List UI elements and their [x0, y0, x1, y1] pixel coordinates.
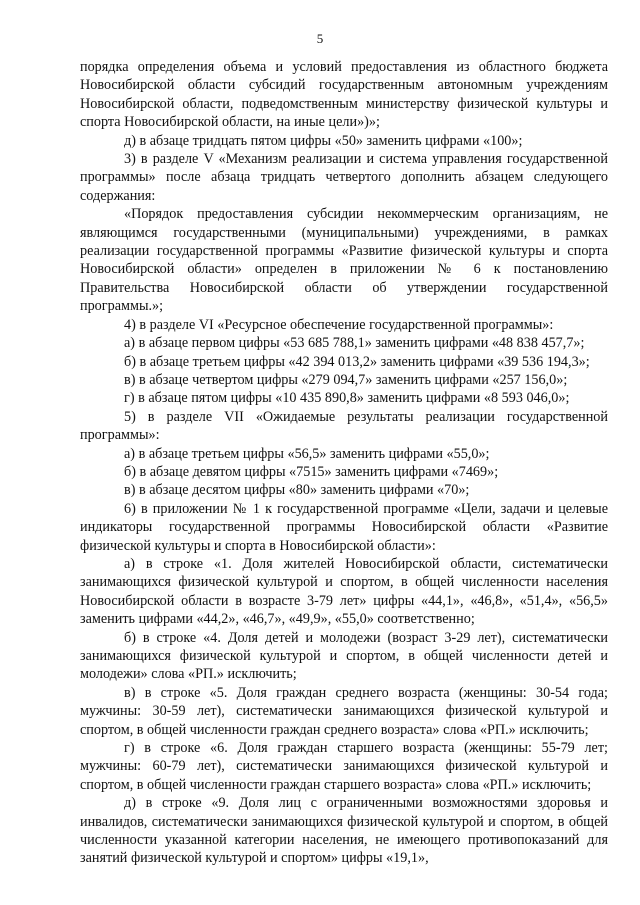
- body-text: [80, 58, 608, 868]
- paragraph: г) в абзаце пятом цифры «10 435 890,8» заменить цифрами «8 593 046,0»;: [124, 390, 570, 407]
- paragraph: б) в абзаце девятом цифры «7515» заменить цифрами «7469»;: [124, 463, 499, 480]
- paragraph: а) в абзаце третьем цифры «56,5» заменить цифрами «55,0»;: [124, 445, 490, 462]
- paragraph: «Порядок предоставления субсидии некоммерческим организациям, не являющимся государственными (муниципальными) учреждениями, в рамках реализации государственной программы «Развитие физической культуры и спорта Новосибирской области» определен в приложении № 6 к постановлению Правительства Новосибирской области об утверждении государственной программы.»;: [80, 206, 608, 315]
- paragraph: б) в строке «4. Доля детей и молодежи (возраст 3-29 лет), систематически занимающихся физической культурой и спортом, в общей численности детей и молодежи» слова «РП.» исключить;: [80, 629, 608, 683]
- paragraph: д) в строке «9. Доля лиц с ограниченными возможностями здоровья и инвалидов, систематически занимающихся физической культурой и спортом, в общей численности указанной категории населения, не имеющего противопоказаний для занятий физической культурой и спортом» цифры «19,1»,: [80, 795, 608, 867]
- paragraph: в) в абзаце десятом цифры «80» заменить цифрами «70»;: [124, 482, 470, 499]
- paragraph: д) в абзаце тридцать пятом цифры «50» заменить цифрами «100»;: [124, 132, 523, 149]
- paragraph: б) в абзаце третьем цифры «42 394 013,2» заменить цифрами «39 536 194,3»;: [124, 353, 590, 370]
- paragraph: 3) в разделе V «Механизм реализации и система управления государственной программы» после абзаца тридцать четвертого дополнить абзацем следующего содержания:: [80, 151, 608, 204]
- paragraph: порядка определения объема и условий предоставления из областного бюджета Новосибирской области субсидий государственным автономным учреждениям Новосибирской области, подведомственным министерству физической культуры и спорта Новосибирской области, на иные цели»)»;: [80, 59, 608, 131]
- paragraph: 6) в приложении № 1 к государственной программе «Цели, задачи и целевые индикаторы государственной программы Новосибирской области «Развитие физической культуры и спорта в Новосибирской области»:: [80, 500, 608, 554]
- paragraph: а) в абзаце первом цифры «53 685 788,1» заменить цифрами «48 838 457,7»;: [124, 335, 585, 352]
- paragraph: в) в абзаце четвертом цифры «279 094,7» заменить цифрами «257 156,0»;: [124, 371, 568, 388]
- paragraph: а) в строке «1. Доля жителей Новосибирской области, систематически занимающихся физической культурой и спортом, в общей численности населения Новосибирской области в возрасте 3-79 лет» цифры «44,1», «46,8», «51,4», «56,5» заменить цифрами «44,2», «46,7», «49,9», «55,0» соответственно;: [80, 555, 608, 628]
- paragraph: в) в строке «5. Доля граждан среднего возраста (женщины: 30-54 года; мужчины: 30-59 лет), систематически занимающихся физической культурой и спортом, в общей численности граждан среднего возраста» слова «РП.» исключить;: [80, 684, 608, 738]
- paragraph: 5) в разделе VII «Ожидаемые результаты реализации государственной программы»:: [80, 408, 608, 444]
- page-number: 5: [316, 31, 324, 46]
- paragraph: 4) в разделе VI «Ресурсное обеспечение государственной программы»:: [124, 316, 554, 333]
- paragraph: г) в строке «6. Доля граждан старшего возраста (женщины: 55-79 лет; мужчины: 60-79 лет), систематически занимающихся физической культурой и спортом, в общей численности граждан старшего возраста» слова «РП.» исключить;: [80, 740, 608, 793]
